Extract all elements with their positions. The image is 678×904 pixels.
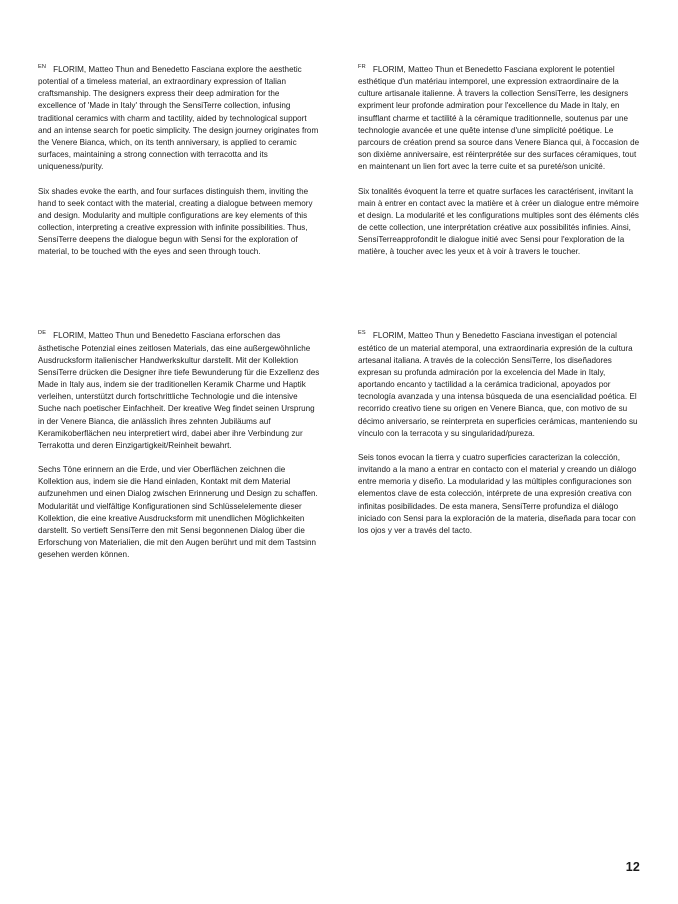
paragraph-en-1 xyxy=(38,64,320,173)
language-tag-en: EN xyxy=(38,64,47,70)
paragraph-en-1-text: FLORIM, Matteo Thun and Benedetto Fasciana explore the aesthetic potential of a timeless material, an extraordinary expression of Italian craftsmanship. The designers express their deep admiration for the excellence of 'Made in Italy' through the SensiTerre collection, infusing traditional ceramics with charm and tactility, aided by technological support and an intense search for poetic simplicity. The design journey originates from the Venere Bianca, which, on its tenth anniversary, is applied to ceramic surfaces, maintaining a strong connection with terracotta and its uniqueness/purity. xyxy=(38,65,319,172)
paragraph-en-2: Six shades evoke the earth, and four surfaces distinguish them, inviting the hand to seek contact with the material, creating a dialogue between memory and design. Modularity and multiple configurations are key elements of this collection, interpreting a creative expression with infinite possibilities. Thus, SensiTerre deepens the dialogue begun with Sensi for the exploration of material, to be touched with the eyes and seen through touch. xyxy=(38,186,313,257)
language-tag-de: DE xyxy=(38,330,47,337)
paragraph-es-2: Seis tonos evocan la tierra y cuatro superficies caracterizan la colección, invitando a la mano a entrar en contacto con el material y creando un diálogo entre memoria y diseño. La modularidad y las múltiples configuraciones son elementos clave de esta colección, intérprete de una expresión creativa con infinitas posibilidades. De esta manera, SensiTerre profundiza el diálogo iniciado con Sensi para la exploración de la materia, diseñada para tocar con los ojos y ver a través del tacto. xyxy=(358,452,637,535)
column-en xyxy=(38,64,320,258)
column-es xyxy=(358,330,640,561)
language-tag-es: ES xyxy=(358,330,366,337)
paragraph-fr-2: Six tonalités évoquent la terre et quatre surfaces les caractérisent, invitant la main à entrer en contact avec la matière et à créer un dialogue entre mémoire et design. La modularité et les configurations multiples sont des éléments clés de cette collection, une interprétation créative aux possibilités infinies. Ainsi, SensiTerreapprofondit le dialogue initié avec Sensi pour l'exploration de la matière, à toucher avec les yeux et à voir à travers le toucher. xyxy=(358,186,639,257)
paragraph-fr-1 xyxy=(358,64,640,173)
paragraph-es-1 xyxy=(358,330,640,439)
paragraph-de-1 xyxy=(38,330,320,452)
column-de xyxy=(38,330,320,561)
text-grid xyxy=(38,64,640,561)
row-top xyxy=(38,64,640,258)
paragraph-de-1-text: FLORIM, Matteo Thun und Benedetto Fasciana erforschen das ästhetische Potenzial eines zeitlosen Materials, das eine außergewöhnliche Ausdrucksform italienischer Handwerkskultur darstellt. Mit der Kollektion SensiTerre drücken die Designer ihre tiefe Bewunderung für die Exzellenz des Made in Italy aus, indem sie der traditionellen Keramik Charme und Haptik verleihen, unterstützt durch fortschrittliche Technologie und die intensive Suche nach poetischer Einfachheit. Der kreative Weg findet seinen Ursprung in der Venere Bianca, die anlässlich ihres zehnten Jubiläums auf Keramikoberflächen neu interpretiert wird, dabei aber ihre Verbindung zur Terrakotta und deren Einzigartigkeit/Reinheit bewahrt. xyxy=(38,331,320,450)
column-fr xyxy=(358,64,640,258)
language-tag-fr: FR xyxy=(358,64,366,70)
paragraph-es-1-text: FLORIM, Matteo Thun y Benedetto Fasciana investigan el potencial estético de un material atemporal, una extraordinaria expresión de la cultura artesanal italiana. A través de la colección SensiTerre, los diseñadores expresan su profunda admiración por la excelencia del Made in Italy, aportando encanto y tactilidad a la cerámica tradicional, apoyados por tecnología avanzada y una intensa búsqueda de una esencialidad poética. El recorrido creativo tiene su origen en Venere Bianca, que, con motivo de su décimo aniversario, se reinterpreta en superficies cerámicas, manteniendo su vínculo con la terracota y su singularidad/pureza. xyxy=(358,331,638,438)
row-bottom xyxy=(38,330,640,561)
page-number: 12 xyxy=(625,860,640,874)
paragraph-de-2: Sechs Töne erinnern an die Erde, und vier Oberflächen zeichnen die Kollektion aus, indem sie die Hand einladen, Kontakt mit dem Material aufzunehmen und einen Dialog zwischen Erinnerung und Design zu schaffen. Modularität und vielfältige Konfigurationen sind Schlüsselelemente dieser Kollektion, die eine kreative Ausdrucksform mit unendlichen Möglichkeiten darstellt. So vertieft SensiTerre den mit Sensi begonnenen Dialog über die Erforschung von Materialien, die mit den Augen berührt und mit dem Tastsinn gesehen werden können. xyxy=(38,465,318,560)
paragraph-fr-1-text: FLORIM, Matteo Thun et Benedetto Fasciana explorent le potentiel esthétique d'un matériau intemporel, une expression extraordinaire de la culture artisanale italienne. À travers la collection SensiTerre, les designers expriment leur profonde admiration pour l'excellence du Made in Italy, en insufflant charme et tactilité à la céramique traditionnelle, soutenus par une technologie avancée et une quête intense d'une simplicité poétique. Le parcours de création prend sa source dans Venere Bianca qui, à l'occasion de son dixième anniversaire, est réinterprétée sur des surfaces céramiques, tout en maintenant un lien fort avec la terre cuite et sa pureté/son unicité. xyxy=(358,65,640,172)
